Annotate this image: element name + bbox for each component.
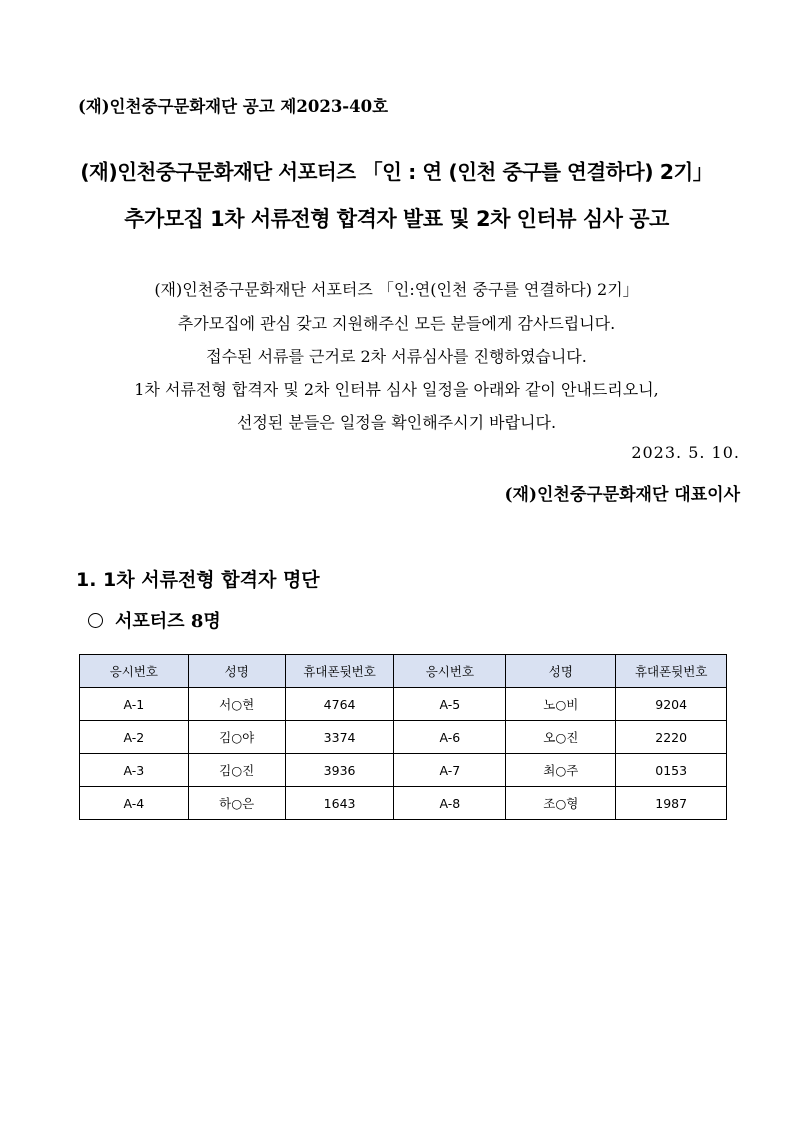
table-header-row [80, 655, 727, 688]
table-cell: 2220 [616, 721, 727, 754]
table-cell: A-1 [80, 688, 189, 721]
table-cell: 4764 [285, 688, 394, 721]
body-line-5: 선정된 분들은 일정을 확인해주시기 바랍니다. [236, 413, 557, 432]
table-cell: 오○진 [506, 721, 616, 754]
table-cell: 김○진 [188, 754, 285, 787]
table-cell: A-2 [80, 721, 189, 754]
table-cell: 9204 [616, 688, 727, 721]
table-cell: A-6 [394, 721, 506, 754]
header-name: 성명 [188, 655, 285, 688]
table-cell: 최○주 [506, 754, 616, 787]
table-cell: 하○은 [188, 787, 285, 820]
header-name: 성명 [506, 655, 616, 688]
table-cell: A-8 [394, 787, 506, 820]
body-line-3: 접수된 서류를 근거로 2차 서류심사를 진행하였습니다. [206, 347, 587, 366]
body-line-4: 1차 서류전형 합격자 및 2차 인터뷰 심사 일정을 아래와 같이 안내드리오니, [134, 380, 659, 399]
table-cell: A-7 [394, 754, 506, 787]
table-row [80, 754, 727, 787]
sub-heading [88, 607, 221, 633]
table-cell: 노○비 [506, 688, 616, 721]
sub-heading-text: 서포터즈 8명 [115, 611, 221, 632]
table-row [80, 787, 727, 820]
table-cell: 0153 [616, 754, 727, 787]
applicant-table [79, 654, 727, 820]
body-line-2: 추가모집에 관심 갖고 지원해주신 모든 분들에게 감사드립니다. [177, 314, 616, 333]
table-cell: 3374 [285, 721, 394, 754]
header-applicant-no: 응시번호 [80, 655, 189, 688]
header-applicant-no: 응시번호 [394, 655, 506, 688]
table-cell: 3936 [285, 754, 394, 787]
table-row [80, 688, 727, 721]
table-row [80, 721, 727, 754]
table-cell: 김○야 [188, 721, 285, 754]
notice-date: 2023. 5. 10. [631, 443, 740, 462]
table-cell: 1643 [285, 787, 394, 820]
section-title: 1. 1차 서류전형 합격자 명단 [76, 569, 320, 591]
header-phone-last: 휴대폰뒷번호 [285, 655, 394, 688]
table-cell: 조○형 [506, 787, 616, 820]
body-line-1: (재)인천중구문화재단 서포터즈 「인:연(인천 중구를 연결하다) 2기」 [154, 280, 639, 299]
signer: (재)인천중구문화재단 대표이사 [504, 485, 740, 505]
header-phone-last: 휴대폰뒷번호 [616, 655, 727, 688]
title-line-1: (재)인천중구문화재단 서포터즈 「인 : 연 (인천 중구를 연결하다) 2기」 [80, 160, 713, 184]
title-line-2: 추가모집 1차 서류전형 합격자 발표 및 2차 인터뷰 심사 공고 [124, 207, 669, 231]
circle-bullet-icon [88, 613, 103, 628]
table-cell: A-3 [80, 754, 189, 787]
notice-number: (재)인천중구문화재단 공고 제2023-40호 [78, 97, 389, 116]
table-cell: A-4 [80, 787, 189, 820]
table-cell: 1987 [616, 787, 727, 820]
table-cell: 서○현 [188, 688, 285, 721]
table-cell: A-5 [394, 688, 506, 721]
